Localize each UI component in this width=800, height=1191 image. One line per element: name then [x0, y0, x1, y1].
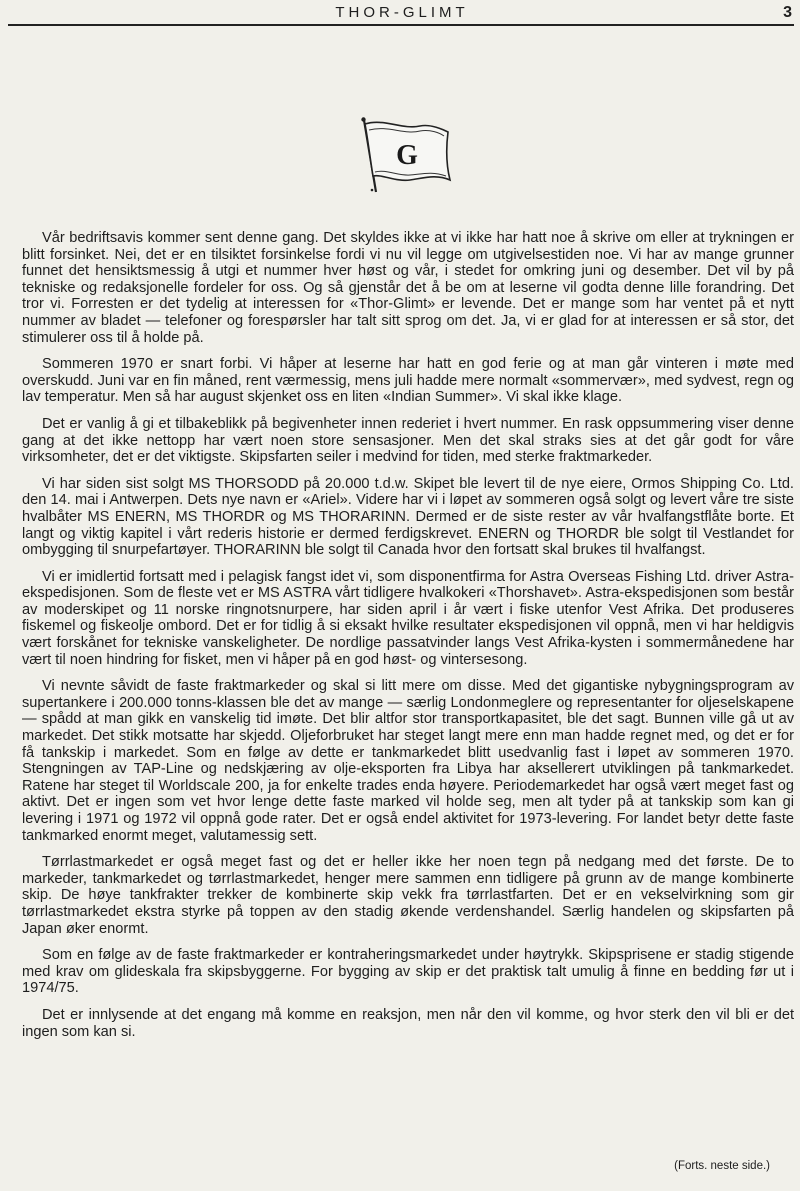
page-number: 3	[783, 4, 792, 21]
paragraph-review: Det er vanlig å gi et tilbakeblikk på begivenheter innen rederiet i hvert nummer. En rask oppsummering viser denne gang at det ikke nettopp har vært noen store sensasjoner. Men det skal straks sies at det går godt for våre virksomheter, det er det viktigste. Skipsfarten seiler i medvind for tiden, med sterke fraktmarkeder.	[22, 415, 794, 466]
paragraph-contracting-market: Som en følge av de faste fraktmarkeder er kontraheringsmarkedet under høytrykk. Skipsprisene er stadig stigende med krav om glideskala fra skipsbyggerne. For bygging av skip er det praktisk talt umulig å finne en bedding før ut i 1974/75.	[22, 947, 794, 997]
header-rule	[8, 24, 794, 26]
flag-letter: G	[396, 140, 418, 171]
article-body	[22, 230, 794, 1185]
publication-title: THOR-GLIMT	[335, 4, 469, 21]
paragraph-closing: Det er innlysende at det engang må komme en reaksjon, men når den vil komme, og hvor sterk den vil bli er det ingen som kan si.	[22, 1006, 794, 1040]
flag-with-G-icon	[358, 116, 454, 200]
paragraph-tanker-market: Vi nevnte såvidt de faste fraktmarkeder og skal si litt mere om disse. Med det gigantiske nybygningsprogram av supertankere i 200.000 tonns-klassen ble det av mange — særlig Londonmeglere og representanter for oljeselskapene — spådd at man gikk en vanskelig tid imøte. Det blir altfor stor transportkapasitet, ble det sagt. Bunnen ville gå ut av markedet. Det stikk motsatte har skjedd. Oljeforbruket har steget langt mere enn man hadde regnet med, og det er for få tankskip i markedet. Som en følge av dette er tankmarkedet blitt usedvanlig fast i løpet av sommeren 1970. Stengningen av TAP-Line og nedskjæring av olje-eksporten fra Libya har aksellerert utviklingen på tankmarkedet. Ratene har steget til Worldscale 200, ja for enkelte trades enda høyere. Periodemarkedet har også vært meget fast og aktivt. Det er ingen som vet hvor lenge dette faste marked vil holde seg, men alt tyder på at tankskip som kan gi levering i 1971 og 1972 vil oppnå gode rater. Det er også endel aktivitet for 1973-levering. For landet betyr dette faste tankmarked enormt meget, valutamessig sett.	[22, 678, 794, 844]
running-header	[10, 0, 794, 24]
paragraph-summer: Sommeren 1970 er snart forbi. Vi håper at leserne har hatt en god ferie og at man går vinteren i møte med overskudd. Juni var en fin måned, rent værmessig, mens juli hadde mere normalt «sommervær», med sydvest, regn og lav temperatur. Men så har august skjenket oss en liten «Indian Summer». Vi skal ikke klage.	[22, 356, 794, 406]
paragraph-intro: Vår bedriftsavis kommer sent denne gang. Det skyldes ikke at vi ikke har hatt noe å skrive om eller at trykningen er blitt forsinket. Nei, det er en tilsiktet forsinkelse fordi vi nu vil legge om utgivelsestiden noe. Vi har av mange grunner funnet det hensiktsmessig å utgi et nummer hver høst og vår, i stedet for omkring juni og desember. Det vil by på tekniske og redaksjonelle fordeler for oss. Og så gjenstår det å be om at leserne vil godta denne lille forandring. Det tror vi. Forresten er det tydelig at interessen for «Thor-Glimt» er levende. Det er mange som har ventet på et nytt nummer av bladet — telefoner og forespørsler har talt sitt sprog om det. Ja, vi er glad for at interessen er så stor, det stimulerer oss til å holde på.	[22, 230, 794, 346]
paragraph-astra-expedition: Vi er imidlertid fortsatt med i pelagisk fangst idet vi, som disponentfirma for Astra Overseas Fishing Ltd. driver Astra-ekspedisjonen. Som de fleste vet er MS ASTRA vårt tidligere hvalkokeri «Thorshavet». Astra-ekspedisjonen som består av moderskipet og 11 norske ringnotsnurpere, har siden april i år vært i fiske utenfor Vest Afrika. Det produseres fiskemel og fiskeolje ombord. Det er for tidlig å si eksakt hvilke resultater ekspedisjonen vil oppnå, men vi har heldigvis vært forskånet for tekniske vanskeligheter. De nordlige passatvinder langs Vest Afrika-kysten i sommermånedene har vært til noen hindring for fisket, men vi håper på en god høst- og vintersesong.	[22, 568, 794, 668]
paragraph-dry-cargo-market: Tørrlastmarkedet er også meget fast og det er heller ikke her noen tegn på nedgang med det første. De to markeder, tankmarkedet og tørrlastmarkedet, henger mere sammen enn tidligere på grunn av de mange kombinerte skip. De høye tankfrakter trekker de kombinerte skip vekk fra tørrlastfarten. Det er en vekselvirkning som gir tørrlastmarkedet ekstra styrke på toppen av den stadig økende verdenshandel. Særlig handelen og skipsfarten på Japan øker enormt.	[22, 854, 794, 937]
paragraph-ship-sales: Vi har siden sist solgt MS THORSODD på 20.000 t.d.w. Skipet ble levert til de nye eiere, Ormos Shipping Co. Ltd. den 14. mai i Antwerpen. Dets nye navn er «Ariel». Videre har vi i løpet av sommeren også solgt og levert våre tre siste hvalbåter MS ENERN, MS THORDR og MS THORARINN. Dermed er de siste rester av vår hvalfangstflåte borte. Et langt og viktig kapitel i vårt rederis historie er dermed ferdigskrevet. ENERN og THORDR ble solgt til Vestlandet for ombygging til snurpefartøyer. THORARINN ble solgt til Canada hvor den fortsatt skal brukes til hvalfangst.	[22, 475, 794, 559]
continuation-note: (Forts. neste side.)	[674, 1160, 770, 1172]
